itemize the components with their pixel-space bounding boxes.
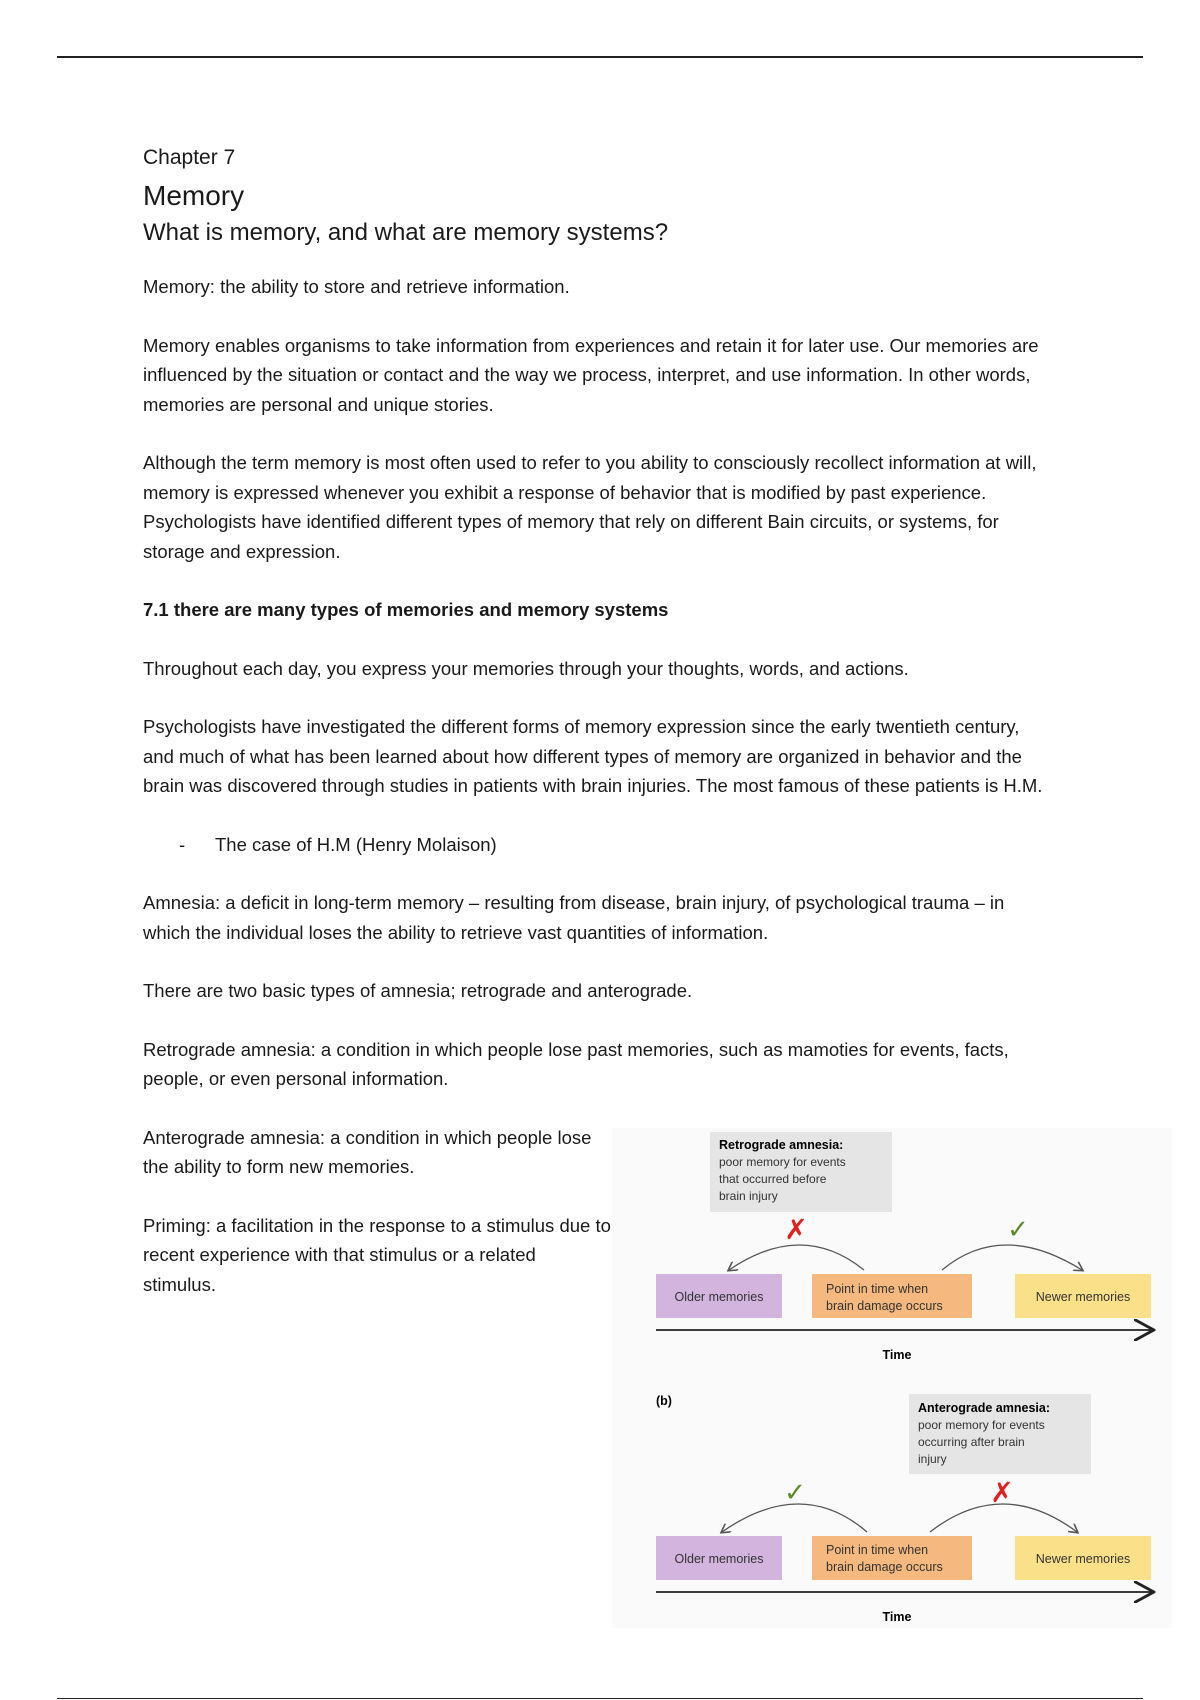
retrograde-note-title: Retrograde amnesia: [719,1138,844,1152]
panel-b-label: (b) [656,1394,672,1408]
antero-check-icon: ✓ [784,1477,806,1507]
paragraph-term-memory: Although the term memory is most often used to refer to you ability to consciously recollect information at will, memory is expressed whenever you exhibit a response of behavior that is modified by past experience. Psychologists have identified different types of memory that rely on different Bain circuits, or systems, for storage and expression. [143,452,1037,562]
bullet-dash: - [179,833,186,855]
paragraph-memory-enables: Memory enables organisms to take information from experiences and retain it for later use. Our memories are influenced by the situation or contact and the way we process, interpret, and use information. In other words, memories are personal and unique stories. [143,334,1039,415]
retro-newer-label: Newer memories [1035,1290,1131,1304]
retro-arrow-forward [942,1245,1082,1270]
antero-damage-line-2: brain damage occurs [826,1560,943,1574]
bullet-text: The case of H.M (Henry Molaison) [215,833,497,855]
antero-arrow-back [722,1504,867,1532]
chapter-label: Chapter 7 [143,146,236,169]
antero-older-label: Older memories [674,1552,764,1566]
paragraph-psychologists: Psychologists have investigated the different forms of memory expression since the early twentieth century, and much of what has been learned about how different types of memory are organized in behavior and the brain was discovered through studies in patients with brain injuries. The most famous of these patients is H.M. [143,716,1043,796]
retro-check-icon: ✓ [1007,1214,1029,1244]
retro-arrow-back [729,1245,864,1270]
memory-definition: Memory: the ability to store and retrieve information. [143,276,570,297]
antero-cross-icon: ✗ [990,1477,1014,1508]
retrograde-note-line-3: brain injury [719,1189,778,1203]
retrograde-note-line-1: poor memory for events [719,1155,846,1169]
anterograde-definition: Anterograde amnesia: a condition in which people lose the ability to form new memories. [143,1126,592,1177]
anterograde-note-line-3: injury [918,1452,947,1466]
retrograde-note [710,1132,892,1212]
retro-timeline-boxes [656,1274,1151,1318]
retro-damage-line-1: Point in time when [826,1282,929,1296]
antero-time-label: Time [882,1610,912,1624]
amnesia-definition: Amnesia: a deficit in long-term memory – resulting from disease, brain injury, of psychological trauma – in which the individual loses the ability to retrieve vast quantities of information. [143,892,1005,943]
retro-damage-line-2: brain damage occurs [826,1299,943,1313]
paragraph-throughout: Throughout each day, you express your memories through your thoughts, words, and actions. [143,657,909,679]
retrograde-definition: Retrograde amnesia: a condition in which people lose past memories, such as mamoties for events, facts, people, or even personal information. [143,1038,1009,1089]
bottom-rule [57,1698,1143,1699]
anterograde-note-line-1: poor memory for events [918,1418,1045,1432]
antero-arrow-forward [930,1504,1077,1532]
antero-damage-line-1: Point in time when [826,1543,929,1557]
retro-older-label: Older memories [674,1290,764,1304]
anterograde-note-title: Anterograde amnesia: [918,1401,1050,1415]
top-rule [57,56,1143,58]
anterograde-note [909,1394,1091,1474]
bullet-item [179,830,1053,860]
retro-time-label: Time [882,1348,912,1362]
page-title: Memory [143,180,245,211]
retro-cross-icon: ✗ [784,1214,808,1245]
antero-timeline-boxes [656,1536,1151,1580]
anterograde-note-line-2: occurring after brain [918,1435,1025,1449]
priming-definition: Priming: a facilitation in the response to a stimulus due to recent experience with that stimulus or a related stimulus. [143,1214,611,1295]
paragraph-two-types: There are two basic types of amnesia; retrograde and anterograde. [143,980,693,1001]
section-heading: 7.1 there are many types of memories and memory systems [143,599,669,620]
amnesia-diagram [612,1128,1172,1628]
retrograde-note-line-2: that occurred before [719,1172,827,1186]
antero-newer-label: Newer memories [1035,1552,1131,1566]
page-subtitle: What is memory, and what are memory systems? [143,219,669,246]
